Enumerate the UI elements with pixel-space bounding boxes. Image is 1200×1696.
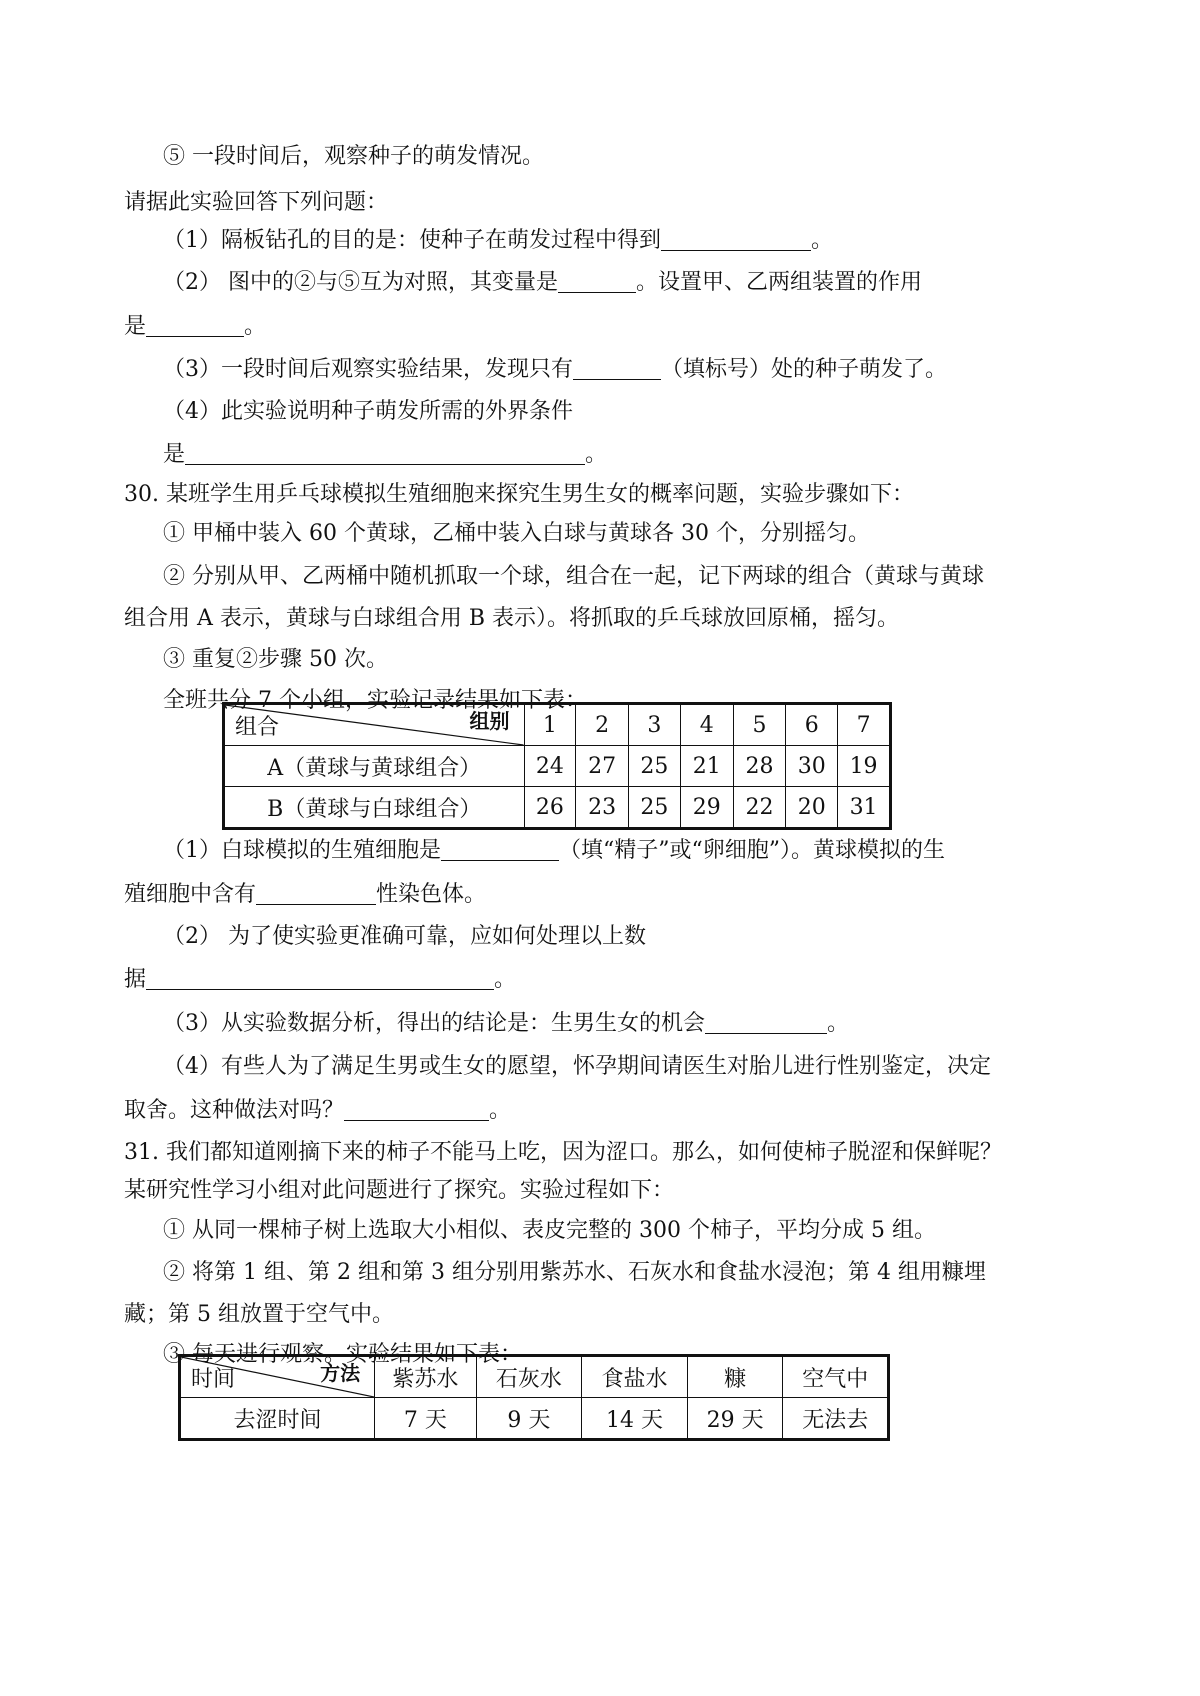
q30-sub2-text-b: 据 [124,967,147,992]
q31-method-header: 糠 [687,1356,783,1398]
q31-result-table [178,1354,890,1441]
table-cell: 23 [576,787,629,829]
q29-sub3-text-b: （填标号）处的种子萌发了。 [661,357,948,382]
q30-step1: ① 甲桶中装入 60 个黄球，乙桶中装入白球与黄球各 30 个，分别摇匀。 [163,521,870,546]
period: 。 [244,314,267,339]
table-cell: 20 [786,787,838,829]
q29-sub3-blank[interactable] [573,357,661,380]
q30-sub4-cont [124,1096,511,1126]
q29-sub1-text: （1）隔板钻孔的目的是：使种子在萌发过程中得到 [163,228,661,253]
q30-sub4-blank[interactable] [344,1098,489,1121]
q29-sub1-blank[interactable] [661,228,811,251]
q31-table-corner [180,1356,375,1398]
q31-method-header: 空气中 [783,1356,889,1398]
q30-group-header: 3 [629,704,681,746]
q30-step2: ② 分别从甲、乙两桶中随机抓取一个球，组合在一起，记下两球的组合（黄球与黄球 [163,564,984,589]
q31-method-header: 石灰水 [476,1356,582,1398]
table-cell: 28 [733,746,786,787]
q31-stem-cont: 某研究性学习小组对此问题进行了探究。实验过程如下： [124,1178,675,1203]
row-label: A（黄球与黄球组合） [224,746,525,787]
q30-table-header-row [224,704,891,746]
q30-sub3-text: （3）从实验数据分析，得出的结论是：生男生女的机会 [163,1011,705,1036]
q29-step5: ⑤ 一段时间后，观察种子的萌发情况。 [163,144,544,169]
q30-table-intro: 全班共分 7 个小组，实验记录结果如下表： [163,688,587,713]
q30-sub1-text-d: 性染色体。 [376,882,487,907]
table-cell: 27 [576,746,629,787]
table-cell: 25 [629,787,681,829]
q31-stem: 31. 我们都知道刚摘下来的柿子不能马上吃，因为涩口。那么，如何使柿子脱涩和保鲜呢？ [124,1140,1002,1165]
table-row [180,1398,889,1440]
q30-corner-right: 组别 [469,709,510,733]
q30-sub1-blank-chromosome[interactable] [256,882,376,905]
q29-sub2 [163,268,922,298]
q31-step2: ② 将第 1 组、第 2 组和第 3 组分别用紫苏水、石灰水和食盐水浸泡；第 4 组用糠埋 [163,1260,986,1285]
table-cell: 9 天 [476,1398,582,1440]
q30-sub2-cont [124,965,516,995]
q31-method-header: 食盐水 [582,1356,688,1398]
table-cell: 14 天 [582,1398,688,1440]
q29-sub1 [163,226,833,256]
q30-group-header: 1 [524,704,576,746]
q30-sub1 [163,836,945,866]
period: 。 [585,442,608,467]
period: 。 [494,967,517,992]
q30-group-header: 7 [838,704,891,746]
q30-sub4: （4）有些人为了满足生男或生女的愿望，怀孕期间请医生对胎儿进行性别鉴定，决定 [163,1054,991,1079]
table-cell: 31 [838,787,891,829]
q29-sub3-text: （3）一段时间后观察实验结果，发现只有 [163,357,573,382]
q30-group-header: 5 [733,704,786,746]
table-row [224,787,891,829]
q30-sub3 [163,1009,849,1039]
row-label: B（黄球与白球组合） [224,787,525,829]
q29-sub4-blank[interactable] [185,442,585,465]
q30-step2-cont: 组合用 A 表示，黄球与白球组合用 B 表示）。将抓取的乒乓球放回原桶，摇匀。 [124,606,900,631]
q31-corner-left: 时间 [191,1367,236,1392]
q29-sub2-blank-purpose[interactable] [146,314,244,337]
q30-sub2: （2） 为了使实验更准确可靠，应如何处理以上数 [163,924,646,949]
q30-sub1-cont [124,880,486,910]
q31-method-header: 紫苏水 [375,1356,477,1398]
table-cell: 无法去 [783,1398,889,1440]
q30-stem: 30. 某班学生用乒乓球模拟生殖细胞来探究生男生女的概率问题，实验步骤如下： [124,482,914,507]
q30-sub1-text: （1）白球模拟的生殖细胞是 [163,838,441,863]
q31-corner-right: 方法 [320,1361,361,1385]
q29-sub2-cont [124,312,266,342]
table-cell: 29 天 [687,1398,783,1440]
table-cell: 22 [733,787,786,829]
q30-sub1-text-c: 殖细胞中含有 [124,882,257,907]
q30-corner-left: 组合 [235,715,280,740]
q30-table-corner [224,704,525,746]
q30-sub4-text-b: 取舍。这种做法对吗？ [124,1098,345,1123]
q29-sub3 [163,355,947,385]
period: 。 [827,1011,850,1036]
q31-step3: ③ 每天进行观察。实验结果如下表： [163,1342,522,1367]
table-cell: 24 [524,746,576,787]
table-row [224,746,891,787]
table-cell: 29 [680,787,733,829]
table-cell: 21 [680,746,733,787]
q30-sub3-blank[interactable] [705,1011,827,1034]
q29-sub2-blank-variable[interactable] [558,270,636,293]
row-label: 去涩时间 [180,1398,375,1440]
q31-step1: ① 从同一棵柿子树上选取大小相似、表皮完整的 300 个柿子，平均分成 5 组。 [163,1218,936,1243]
q29-sub4-cont [163,440,607,470]
table-cell: 26 [524,787,576,829]
q29-sub2-text-c: 是 [124,314,147,339]
q30-sub2-blank[interactable] [146,967,494,990]
q30-group-header: 4 [680,704,733,746]
q31-step2-cont: 藏；第 5 组放置于空气中。 [124,1302,394,1327]
q30-step3: ③ 重复②步骤 50 次。 [163,647,388,672]
q30-group-header: 6 [786,704,838,746]
q29-sub4: （4）此实验说明种子萌发所需的外界条件 [163,399,573,424]
q30-group-header: 2 [576,704,629,746]
table-cell: 30 [786,746,838,787]
q29-sub4-text-b: 是 [163,442,186,467]
q30-sub1-text-b: （填“精子”或“卵细胞”）。黄球模拟的生 [559,838,945,863]
period: 。 [489,1098,512,1123]
table-cell: 7 天 [375,1398,477,1440]
table-cell: 25 [629,746,681,787]
q30-sub1-blank-cell[interactable] [441,838,559,861]
q29-sub2-text-b: 。设置甲、乙两组装置的作用 [636,270,923,295]
period: 。 [811,228,834,253]
q29-intro: 请据此实验回答下列问题： [124,190,389,215]
q31-table-header-row [180,1356,889,1398]
q29-sub2-text: （2） 图中的②与⑤互为对照，其变量是 [163,270,558,295]
q30-result-table [222,702,892,830]
table-cell: 19 [838,746,891,787]
